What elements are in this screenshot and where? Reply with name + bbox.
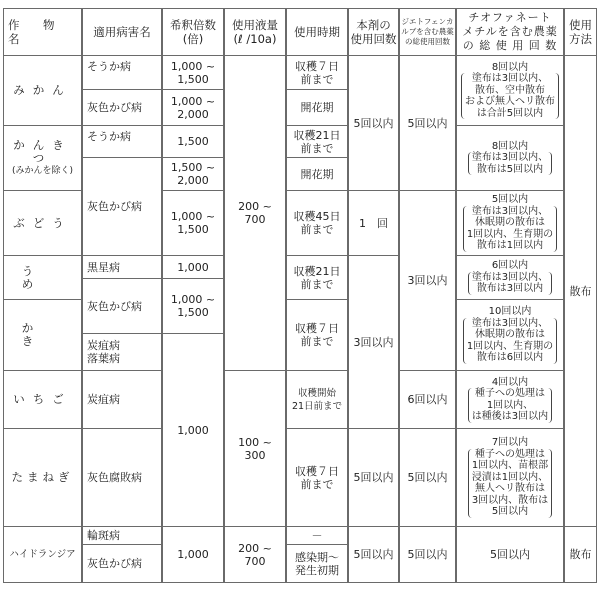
crop-budou: ぶどう xyxy=(3,190,82,256)
thio-note: 種子への処理は 1回以内、 は種後は3回以内 xyxy=(468,388,552,423)
dilution-cell: 1,000 ~ 1,500 xyxy=(162,55,224,90)
volume-cell: 200 ~ 700 xyxy=(224,55,286,371)
disease-cell: 灰色かび病 xyxy=(82,89,162,126)
timing-cell: － xyxy=(286,526,348,545)
timing-cell: 収穫21日 前まで xyxy=(286,255,348,300)
header-thio: チオファネート メチルを含む農薬 の 総 使 用 回 数 xyxy=(456,8,564,56)
timing-cell: 収穫21日 前まで xyxy=(286,125,348,158)
thio-cell xyxy=(456,125,564,191)
header-dilution: 希釈倍数 (倍) xyxy=(162,8,224,56)
thio-note: 塗布は3回以内、 休眠期の散布は 1回以内、生育期の 散布は6回以内 xyxy=(463,318,557,364)
timing-cell: 収穫７日 前まで xyxy=(286,428,348,527)
disease-cell: そうか病 xyxy=(82,55,162,90)
count-cell: 5回以内 xyxy=(348,55,399,191)
thio-note: 塗布は3回以内、 散布、空中散布 および無人ヘリ散布 は合計5回以内 xyxy=(461,73,559,119)
disease-cell: 黒星病 xyxy=(82,255,162,279)
count-cell: 5回以内 xyxy=(348,526,399,583)
disease-cell: 炭疽病 落葉病 xyxy=(82,333,162,371)
crop-kankitsu xyxy=(3,125,82,191)
thio-main: 10回以内 xyxy=(488,306,532,318)
header-timing: 使用時期 xyxy=(286,8,348,56)
timing-cell: 感染期～ 発生初期 xyxy=(286,544,348,583)
crop-kankitsu-label: かんきつ xyxy=(13,137,72,165)
header-volume: 使用液量 (ℓ /10a) xyxy=(224,8,286,56)
dilution-cell: 1,500 ~ 2,000 xyxy=(162,157,224,191)
disease-cell: 灰色かび病 xyxy=(82,157,162,256)
thio-main: 7回以内 xyxy=(491,437,529,449)
header-crop: 作 物 名 xyxy=(3,8,82,56)
method-cell: 散布 xyxy=(564,55,597,527)
count-cell: 3回以内 xyxy=(348,255,399,429)
thio-cell xyxy=(456,370,564,429)
timing-cell: 収穫７日 前まで xyxy=(286,299,348,371)
thio-note: 塗布は3回以内、 休眠期の散布は 1回以内、生育期の 散布は1回以内 xyxy=(463,206,557,252)
thio-main: 4回以内 xyxy=(491,376,529,388)
dilution-cell: 1,500 xyxy=(162,125,224,158)
count-cell: 5回以内 xyxy=(348,428,399,527)
crop-kankitsu-note: (みかんを除く) xyxy=(11,165,74,176)
dilution-cell: 1,000 ~ 2,000 xyxy=(162,89,224,126)
crop-kaki: かき xyxy=(3,299,82,371)
method-cell: 散布 xyxy=(564,526,597,583)
disease-cell: 灰色腐敗病 xyxy=(82,428,162,527)
thio-note: 種子への処理は 1回以内、苗根部 浸漬は1回以内、 無人ヘリ散布は 3回以内、散布は 5回以内 xyxy=(468,449,552,518)
header-jieto: ジエトフェンカ ルブを含む農薬 の総使用回数 xyxy=(399,8,456,56)
volume-cell: 100 ~ 300 xyxy=(224,370,286,527)
jieto-cell: 5回以内 xyxy=(399,428,456,527)
crop-ichigo: いちご xyxy=(3,370,82,429)
thio-cell xyxy=(456,55,564,126)
header-disease: 適用病害名 xyxy=(82,8,162,56)
jieto-cell: 3回以内 xyxy=(399,190,456,371)
thio-main: 5回以内 xyxy=(491,194,529,206)
thio-main: 8回以内 xyxy=(491,61,529,73)
thio-cell xyxy=(456,255,564,300)
timing-cell: 開花期 xyxy=(286,89,348,126)
thio-note: 塗布は3回以内、 散布は3回以内 xyxy=(468,272,552,295)
jieto-cell: 5回以内 xyxy=(399,526,456,583)
thio-main: 8回以内 xyxy=(491,140,529,152)
disease-cell: 灰色かび病 xyxy=(82,544,162,583)
timing-cell: 収穫７日 前まで xyxy=(286,55,348,90)
timing-cell: 開花期 xyxy=(286,157,348,191)
crop-mikan: みかん xyxy=(3,55,82,126)
thio-main: 6回以内 xyxy=(491,260,529,272)
thio-cell: 5回以内 xyxy=(456,526,564,583)
dilution-cell: 1,000 xyxy=(162,526,224,583)
crop-tamanegi: たまねぎ xyxy=(3,428,82,527)
thio-cell xyxy=(456,299,564,371)
thio-note: 塗布は3回以内、 散布は5回以内 xyxy=(468,152,552,175)
disease-cell: 輪斑病 xyxy=(82,526,162,545)
crop-ume: うめ xyxy=(3,255,82,300)
thio-cell xyxy=(456,190,564,256)
jieto-cell: 5回以内 xyxy=(399,55,456,191)
dilution-cell: 1,000 ~ 1,500 xyxy=(162,278,224,334)
thio-cell xyxy=(456,428,564,527)
dilution-cell: 1,000 xyxy=(162,333,224,527)
jieto-cell: 6回以内 xyxy=(399,370,456,429)
dilution-cell: 1,000 xyxy=(162,255,224,279)
header-count: 本剤の 使用回数 xyxy=(348,8,399,56)
disease-cell: 灰色かび病 xyxy=(82,278,162,334)
disease-cell: 炭疽病 xyxy=(82,370,162,429)
timing-cell: 収穫開始 21日前まで xyxy=(286,370,348,429)
timing-cell: 収穫45日 前まで xyxy=(286,190,348,256)
header-method: 使用 方法 xyxy=(564,8,597,56)
dilution-cell: 1,000 ~ 1,500 xyxy=(162,190,224,256)
disease-cell: そうか病 xyxy=(82,125,162,158)
crop-hydrangea: ハイドランジア xyxy=(3,526,82,583)
count-cell: 1 回 xyxy=(348,190,399,256)
volume-cell: 200 ~ 700 xyxy=(224,526,286,583)
